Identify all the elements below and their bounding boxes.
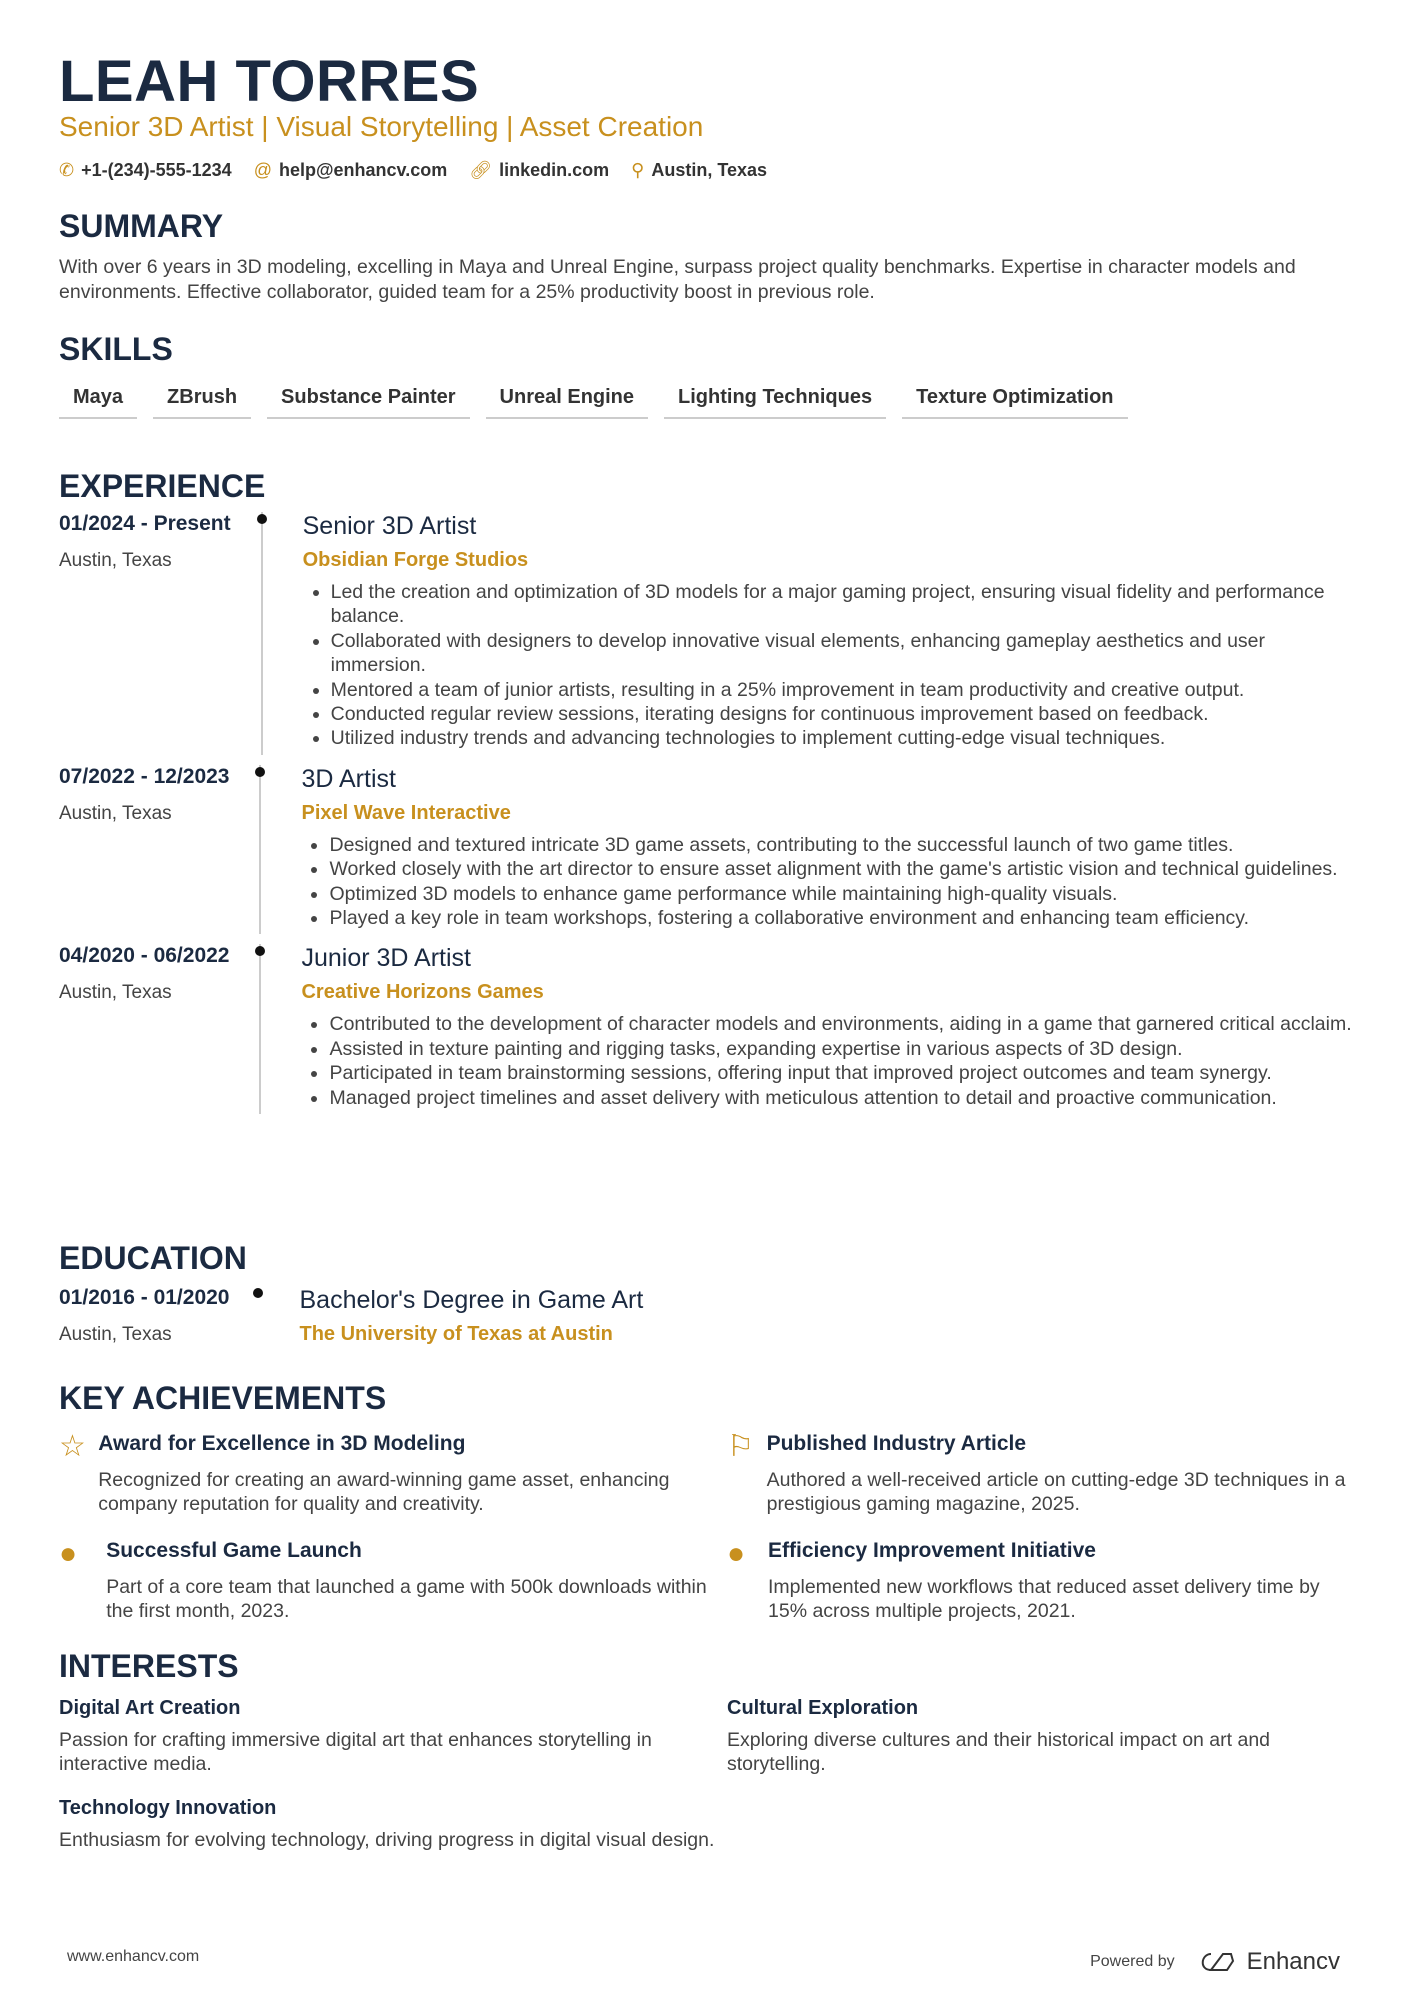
interest-title: Digital Art Creation	[59, 1697, 241, 1719]
contact-row	[59, 160, 767, 181]
link-icon: 🔗︎	[469, 160, 493, 180]
timeline-dot-icon	[253, 1288, 263, 1298]
brand-name: Enhancv	[1246, 1948, 1340, 1975]
timeline-dot-icon	[255, 946, 265, 956]
achievement-item	[59, 1432, 727, 1517]
degree: Bachelor's Degree in Game Art	[299, 1286, 644, 1314]
timeline-dot-icon	[257, 514, 267, 524]
achievement-item	[727, 1536, 1359, 1624]
skill-tag: ZBrush	[153, 386, 251, 419]
interest-title: Cultural Exploration	[727, 1697, 919, 1719]
job-title: Senior 3D Artist	[302, 512, 477, 540]
achievement-text: Part of a core team that launched a game with 500k downloads within the first month, 2023.	[106, 1575, 707, 1623]
interests-heading: INTERESTS	[59, 1648, 239, 1684]
achievement-title: Published Industry Article	[766, 1432, 1027, 1455]
job-bullet: • Participated in team brainstorming sessions, offering input that improved project outcomes and team synergy.	[329, 1061, 1359, 1085]
contact-linkedin[interactable]	[469, 160, 609, 181]
summary-heading: SUMMARY	[59, 208, 224, 244]
phone-icon: ✆	[59, 160, 75, 180]
phone-text: +1-(234)-555-1234	[81, 160, 232, 180]
job-bullet: • Collaborated with designers to develop innovative visual elements, enhancing gameplay aesthetics and user immersion.	[331, 629, 1359, 678]
job-bullet: • Worked closely with the art director to ensure asset alignment with the game's artistic vision and technical guidelines.	[329, 857, 1359, 881]
skill-tag: Unreal Engine	[486, 386, 648, 419]
contact-phone[interactable]	[59, 160, 232, 181]
achievement-title: Successful Game Launch	[106, 1538, 362, 1562]
head-icon: ●	[727, 1536, 746, 1570]
candidate-name: LEAH TORRES	[59, 49, 480, 114]
achievements-list	[59, 1432, 1359, 1624]
achievement-item	[727, 1432, 1359, 1517]
job-title: 3D Artist	[301, 764, 396, 793]
achievement-title: Award for Excellence in 3D Modeling	[98, 1432, 466, 1455]
achievement-text: Recognized for creating an award-winning game asset, enhancing company reputation for quality and creativity.	[98, 1469, 670, 1516]
company-name: Obsidian Forge Studios	[302, 549, 529, 571]
contact-location	[631, 160, 767, 181]
job-location: Austin, Texas	[59, 802, 172, 824]
job-title: Junior 3D Artist	[301, 944, 471, 973]
interest-text: Exploring diverse cultures and their historical impact on art and storytelling.	[727, 1729, 1271, 1776]
company-name: Creative Horizons Games	[301, 981, 544, 1004]
education-location: Austin, Texas	[59, 1324, 172, 1345]
star-icon: ☆	[59, 1430, 86, 1463]
timeline-dot-icon	[255, 767, 265, 777]
education-entry	[59, 1286, 643, 1358]
skill-tag: Maya	[59, 386, 137, 419]
skills-list	[59, 386, 1128, 419]
flag-icon: ⚐	[727, 1430, 754, 1463]
summary-text: With over 6 years in 3D modeling, excelling in Maya and Unreal Engine, surpass project quality benchmarks. Expertise in character models and environments. Effective collaborator, guided team for a 25% productivity boost in previous role.	[59, 256, 1296, 303]
skills-heading: SKILLS	[59, 331, 173, 367]
achievement-text: Implemented new workflows that reduced asset delivery time by 15% across multiple projects, 2021.	[768, 1575, 1320, 1623]
skill-tag: Substance Painter	[267, 386, 470, 419]
job-date: 07/2022 - 12/2023	[59, 764, 230, 788]
job-bullet: • Managed project timelines and asset delivery with meticulous attention to detail and proactive communication.	[329, 1086, 1359, 1110]
interest-item	[59, 1797, 727, 1852]
interest-title: Technology Innovation	[59, 1796, 277, 1819]
headline: Senior 3D Artist | Visual Storytelling | Asset Creation	[59, 111, 704, 142]
job-bullet: • Led the creation and optimization of 3D models for a major gaming project, ensuring visual fidelity and performance balance.	[331, 580, 1359, 629]
job-bullet: • Optimized 3D models to enhance game performance while maintaining high-quality visuals.	[329, 882, 1359, 906]
footer	[67, 1948, 1340, 1976]
contact-email[interactable]	[254, 160, 448, 181]
interest-item	[59, 1697, 727, 1777]
job-bullet: • Utilized industry trends and advancing technologies to implement cutting-edge visual techniques.	[331, 726, 1359, 750]
job-bullet: • Contributed to the development of character models and environments, aiding in a game that garnered critical acclaim.	[329, 1012, 1359, 1036]
job-entry	[59, 512, 1359, 755]
location-pin-icon: ⚲	[631, 160, 645, 180]
powered-by-text: Powered by	[1090, 1953, 1175, 1970]
achievements-heading: KEY ACHIEVEMENTS	[59, 1380, 387, 1416]
experience-list	[59, 512, 1359, 1124]
company-name: Pixel Wave Interactive	[301, 801, 511, 824]
interest-text: Enthusiasm for evolving technology, driving progress in digital visual design.	[59, 1828, 715, 1851]
job-location: Austin, Texas	[59, 982, 172, 1004]
job-date: 01/2024 - Present	[59, 512, 231, 535]
email-text: help@enhancv.com	[278, 160, 448, 180]
job-location: Austin, Texas	[59, 550, 172, 571]
enhancv-logo[interactable]	[1090, 1948, 1340, 1976]
at-icon: @	[253, 160, 272, 180]
achievement-title: Efficiency Improvement Initiative	[768, 1538, 1096, 1562]
job-bullet: • Mentored a team of junior artists, resulting in a 25% improvement in team productivity and creative output.	[331, 678, 1359, 702]
achievement-text: Authored a well-received article on cutting-edge 3D techniques in a prestigious gaming magazine, 2025.	[766, 1469, 1346, 1516]
job-date: 04/2020 - 06/2022	[59, 944, 230, 968]
achievement-item	[59, 1536, 727, 1624]
job-entry	[59, 944, 1359, 1114]
education-date: 01/2016 - 01/2020	[59, 1286, 230, 1309]
linkedin-text: linkedin.com	[499, 160, 610, 180]
interests-list	[59, 1697, 1359, 1852]
education-heading: EDUCATION	[59, 1240, 247, 1276]
enhancv-logo-icon	[1197, 1951, 1239, 1973]
skill-tag: Lighting Techniques	[664, 386, 886, 419]
job-bullet: • Conducted regular review sessions, iterating designs for continuous improvement based on feedback.	[331, 702, 1359, 726]
job-bullet: • Designed and textured intricate 3D game assets, contributing to the successful launch of two game titles.	[329, 833, 1359, 857]
experience-heading: EXPERIENCE	[59, 468, 266, 504]
job-bullet: • Assisted in texture painting and rigging tasks, expanding expertise in various aspects of 3D design.	[329, 1037, 1359, 1061]
job-bullet: • Played a key role in team workshops, fostering a collaborative environment and enhancing team efficiency.	[329, 906, 1359, 930]
school-name: The University of Texas at Austin	[299, 1323, 613, 1345]
job-entry	[59, 765, 1359, 935]
location-text: Austin, Texas	[651, 160, 768, 180]
skill-tag: Texture Optimization	[902, 386, 1127, 419]
interest-item	[727, 1697, 1359, 1777]
website-link[interactable]: www.enhancv.com	[67, 1948, 200, 1965]
interest-text: Passion for crafting immersive digital art that enhances storytelling in interactive media.	[59, 1729, 652, 1776]
head-icon: ●	[59, 1536, 78, 1570]
